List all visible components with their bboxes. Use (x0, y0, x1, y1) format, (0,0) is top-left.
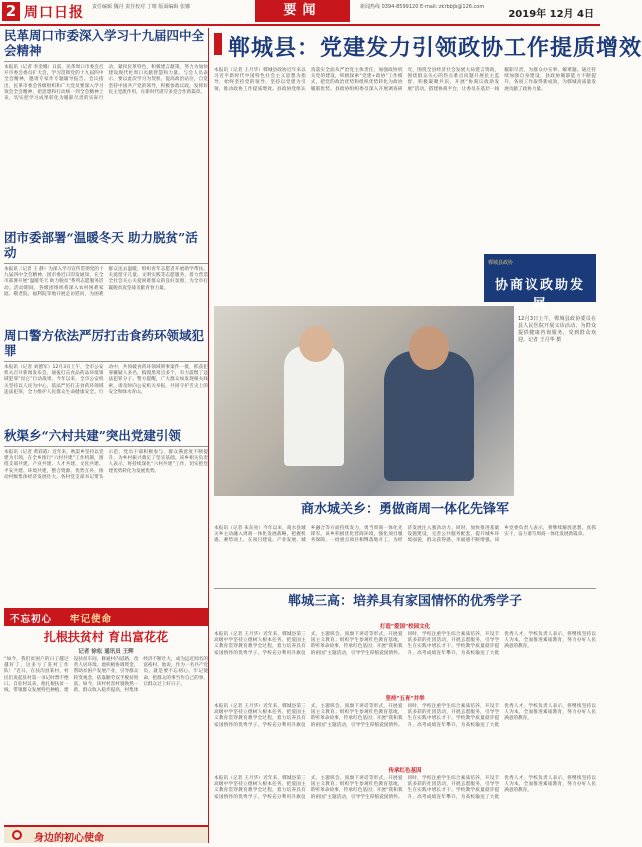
editor-line: 责任编辑 魏丹 责任校对 丁晴 版面编辑 张娜 (92, 4, 190, 10)
lead-headline: 郸城县：党建发力引领政协工作提质增效 (228, 35, 642, 61)
subheading: 坚持“五育”并举 (385, 696, 425, 702)
news-photo (214, 306, 514, 496)
headline: 郸城三高：培养具有家国情怀的优秀学子 (287, 594, 522, 609)
right-column (214, 28, 642, 843)
article-youth-league (4, 230, 208, 326)
photo-figure-head (409, 326, 449, 370)
divider (4, 61, 208, 62)
hotline-line: 新闻热线 0394-8599120 E-mail: zkrbbjb@126.com (360, 4, 485, 10)
article-school-body (214, 620, 596, 842)
headline: 商水城关乡：勇做商周一体化先锋军 (300, 502, 509, 517)
article-shangshui-header (214, 502, 596, 524)
headline: 团市委部署“温暖冬天 助力脱贫”活动 (4, 230, 198, 260)
article-body: 本报讯（记者 王月华）近年来，郸城县第三高级中学坚持立德树人根本任务，把爱国主义教育贯穿教育教学全过程，着力培养具有家国情怀的优秀学子。学校充分利用升旗仪式、主题班会、国旗下讲话等形式，开展爱国主义教育；组织学生参观红色教育基地，聆听革命故事，传承红色基因；开展“我和我的祖国”主题活动，引导学生厚植爱国情怀。同时，学校注重学生综合素质培养，开设丰富多彩的社团活动，开展志愿服务，引导学生在实践中增长才干。学校教学质量稳步提升，高考成绩连年攀升，为高校输送了大批优秀人才。学校负责人表示，将继续坚持以人为本，全面推进素质教育，努力办好人民满意的教育。 (214, 776, 596, 800)
section-title: 要闻 (255, 0, 350, 22)
issue-date: 2019年 12月 4日 (508, 9, 594, 20)
article-body: 本报讯（记者 朱东亮）今年以来，商水县城关乡主动融入周商一体化发展战略，把握机遇、乘势而上，在项目建设、产业发展、城乡融合等方面持续发力，勇当周商一体化先锋军。该乡积极优化营商环境，强化项目服务保障，一批重点项目相继落地开工，为经济发展注入强劲动力。同时，加快推进基础设施建设，完善公共服务配套，提升城乡环境面貌，群众获得感、幸福感不断增强。该乡党委负责人表示，将继续解放思想、真抓实干，奋力谱写周商一体化发展新篇章。 (214, 526, 596, 544)
divider (4, 263, 208, 264)
masthead (0, 0, 600, 26)
divider (4, 446, 208, 447)
article-body: 本报讯（记者 王 静）为深入学习宣传贯彻党的十九届四中全会精神，团市委近日印发通知，在全市部署开展“温暖冬天 助力脱贫”系列志愿服务活动。活动期间，各级团组织将深入农村困难家庭、敬老院、福利院等地开展走访慰问，为困难群众送去温暖，组织青年志愿者开展助学帮扶、关爱留守儿童、文明实践等志愿服务，着力营造全社会关心关爱困难群众的良好氛围，为全市打赢脱贫攻坚战贡献青春力量。 (4, 267, 208, 297)
article-body: 本报讯（记者 王月华）近年来，郸城县第三高级中学坚持立德树人根本任务，把爱国主义教育贯穿教育教学全过程，着力培养具有家国情怀的优秀学子。学校充分利用升旗仪式、主题班会、国旗下讲话等形式，开展爱国主义教育；组织学生参观红色教育基地，聆听革命故事，传承红色基因；开展“我和我的祖国”主题活动，引导学生厚植爱国情怀。同时，学校注重学生综合素质培养，开设丰富多彩的社团活动，开展志愿服务，引导学生在实践中增长才干。学校教学质量稳步提升，高考成绩连年攀升，为高校输送了大批优秀人才。学校负责人表示，将继续坚持以人为本，全面推进素质教育，努力办好人民满意的教育。 (214, 632, 596, 656)
banner-left: 不忘初心 (10, 614, 53, 625)
footer-title: 身边的初心使命 (34, 833, 104, 844)
column-banner (4, 608, 208, 626)
circle-icon (12, 830, 22, 840)
photo-figure-doctor (284, 346, 344, 466)
footer-bar (4, 825, 208, 843)
photo-figure-head (299, 326, 333, 362)
article-body: 本报讯（记者 刘德军）12月3日上午，全市公安机关召开新闻发布会，通报打击食品药品环境领域犯罪“昆仑”行动战果。今年以来，全市公安机关坚持以人民为中心，依法严厉打击食药环领域违法犯罪，全力维护人民群众生命健康安全。行动中，共侦破食药环领域刑事案件一批，抓获犯罪嫌疑人多名，捣毁黑窝点多个，有力震慑了违法犯罪分子。警方提醒，广大群众如发现相关线索，请及时向公安机关举报，共同守护舌尖上的安全和绿水青山。 (4, 365, 208, 395)
headline: 民革周口市委深入学习十九届四中全会精神 (4, 28, 205, 58)
article-body: 本报讯（记者 王月华）近年来，郸城县第三高级中学坚持立德树人根本任务，把爱国主义教育贯穿教育教学全过程，着力培养具有家国情怀的优秀学子。学校充分利用升旗仪式、主题班会、国旗下讲话等形式，开展爱国主义教育；组织学生参观红色教育基地，聆听革命故事，传承红色基因；开展“我和我的祖国”主题活动，引导学生厚植爱国情怀。同时，学校注重学生综合素质培养，开设丰富多彩的社团活动，开展志愿服务，引导学生在实践中增长才干。学校教学质量稳步提升，高考成绩连年攀升，为高校输送了大批优秀人才。学校负责人表示，将继续坚持以人为本，全面推进素质教育，努力办好人民满意的教育。 (214, 704, 596, 728)
lead-headline-box (214, 28, 642, 62)
subheading: 打造“爱国”校园文化 (379, 624, 431, 630)
page-number: 2 (2, 2, 20, 21)
logo-title: 协商议政助发展 (494, 278, 585, 312)
photo-figure-patient (384, 351, 474, 481)
paper-name: 周口日报 (24, 5, 84, 21)
left-column (4, 28, 209, 843)
article-school-header (214, 594, 596, 616)
consultation-logo (484, 254, 596, 312)
subheading: 传承红色基因 (388, 768, 422, 774)
article-poverty (4, 630, 208, 820)
headline-flag (214, 33, 222, 55)
article-body: 本报讯（记者 李金娜）日前，民革周口市委会召开市委会委员扩大会，学习贯彻党的十九届四中全会精神，邀请专家作专题辅导报告。会议指出，民革市委会各级组织和广大党员要深入学习领会全会精神，把思想和行动统一到全会精神上来，切实把学习成果转化为履职尽责的实际行动，紧扣民革特色，积极建言献策，努力为加快建设现代化周口贡献智慧和力量。与会人员表示，要以此次学习为契机，提高政治站位，自觉坚持中国共产党的领导，积极参政议政，发挥好民主党派作用，在新时代谱写多党合作新篇章。 (4, 65, 208, 102)
headline: 周口警方依法严厉打击食药环领域犯罪 (4, 328, 205, 358)
photo-caption-box (518, 306, 596, 496)
logo-small-text: 郸城县政协 (488, 260, 514, 266)
banner-right: 牢记使命 (70, 614, 113, 625)
article-body: “如今，我们贫困户的日子越过越好了，这多亏了驻村工作队！”近日，在扶沟县某村，村民们说起驻村第一书记时赞不绝口。自驻村以来，他扎根扶贫一线，带领群众发展特色种植，建设扶贫车间，修通村内道路，改善人居环境。他积极协调资金，帮助贫困户发展产业，引导群众转变观念，依靠勤劳双手脱贫致富。如今，该村村容村貌焕然一新，群众收入稳步提高，村集体经济不断壮大，成为远近闻名的富裕村。他说，作为一名共产党员，就是要不忘初心、牢记使命，把群众的事当作自己的事，让群众过上好日子。 (4, 657, 208, 694)
article-minge (4, 28, 208, 224)
lead-body: 本报讯（记者 王月华）郸城县政协近年来以习近平新时代中国特色社会主义思想为指导，始终坚持党的领导，坚持以党建为引领，推动政协工作提质增效。县政协党组认真落实全面从严治党主体责任，加强政协机关党的建设，积极探索“党建+政协”工作模式，把党的政治优势和组织优势转化为政协履职优势。县政协组织委员深入开展调查研究，围绕全县经济社会发展大局建言资政，围绕群众关心的热点难点问题开展民主监督，积极凝聚共识。开展“协商议政助发展”活动，搭建协商平台，让委员在基层一线履职尽责，为群众办实事、解难题。通过持续加强自身建设，县政协履职能力不断提升，各项工作取得新成效，为郸城高质量发展贡献了政协力量。 (214, 68, 596, 92)
divider (214, 588, 596, 589)
article-body: 本报讯（记者 黄彩霞）近年来，秋渠乡坚持以党建为引领，在全乡推行“六村共建”工作机制，围绕支部共建、产业共建、人才共建、文化共建、平安共建、环境共建，整合资源、优势互补，推动村级集体经济发展壮大。各村党支部书记带头示范，党员干部积极参与，群众满意度不断提升，为乡村振兴奠定了坚实基础。该乡相关负责人表示，将持续深化“六村共建”工作，切实把党建优势转化为发展优势。 (4, 450, 208, 480)
headline: 扎根扶贫村 育出富花花 (43, 630, 169, 644)
divider (4, 361, 208, 362)
photo-caption: 12月3日上午，郸城县政协委员在县人民医院开展义诊活动，为群众提供健康咨询服务，受到群众欢迎。记者 王月华 摄 (518, 316, 596, 343)
byline: 记者 徐松 通讯员 王辉 (78, 649, 134, 655)
article-qiuqu (4, 428, 208, 604)
headline: 秋渠乡“六村共建”突出党建引领 (4, 428, 181, 443)
